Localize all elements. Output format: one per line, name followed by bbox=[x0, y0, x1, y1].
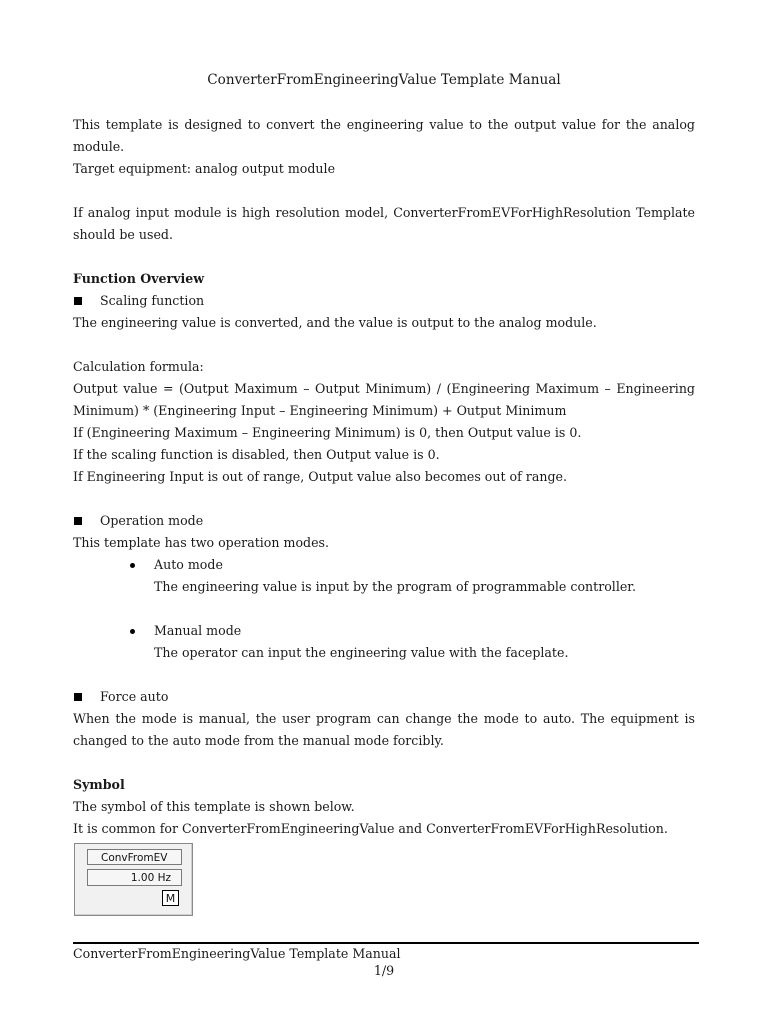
symbol-name-field bbox=[87, 849, 182, 865]
formula-rule: If the scaling function is disabled, then Output value is 0. bbox=[73, 447, 440, 462]
document-body bbox=[73, 114, 695, 840]
footer-divider bbox=[73, 942, 699, 944]
operation-mode-label: Operation mode bbox=[100, 513, 204, 528]
target-equipment: Target equipment: analog output module bbox=[73, 161, 336, 176]
function-overview-heading: Function Overview bbox=[73, 271, 205, 286]
page-number: 1/9 bbox=[373, 963, 395, 978]
symbol-value-field: 1.00 Hz bbox=[87, 869, 182, 886]
force-auto-item bbox=[73, 686, 695, 708]
mode-name: Manual mode bbox=[154, 623, 242, 638]
mode-description: The operator can input the engineering value with the faceplate. bbox=[154, 645, 569, 660]
square-bullet-icon bbox=[74, 517, 82, 525]
force-auto-label: Force auto bbox=[100, 689, 169, 704]
formula-label: Calculation formula: bbox=[73, 359, 204, 374]
mode-indicator-button: M bbox=[162, 890, 179, 906]
symbol-heading: Symbol bbox=[73, 777, 125, 792]
resolution-note: If analog input module is high resolution model, ConverterFromEVForHighResolution Template should be used. bbox=[73, 205, 695, 242]
symbol-name-text: ConvFromEV bbox=[101, 852, 168, 864]
formula-rule: If Engineering Input is out of range, Output value also becomes out of range. bbox=[73, 469, 567, 484]
mode-list-item bbox=[73, 554, 695, 576]
square-bullet-icon bbox=[74, 297, 82, 305]
mode-name: Auto mode bbox=[154, 557, 223, 572]
operation-mode-item bbox=[73, 510, 695, 532]
round-bullet-icon bbox=[130, 563, 135, 568]
page-title: ConverterFromEngineeringValue Template Manual bbox=[207, 72, 561, 88]
round-bullet-icon bbox=[130, 629, 135, 634]
force-auto-description: When the mode is manual, the user program can change the mode to auto. The equipment is changed to the auto mode from the manual mode forcibly. bbox=[73, 711, 695, 748]
scaling-description: The engineering value is converted, and the value is output to the analog module. bbox=[73, 315, 597, 330]
mode-description: The engineering value is input by the program of programmable controller. bbox=[154, 579, 636, 594]
symbol-common-note: It is common for ConverterFromEngineeringValue and ConverterFromEVForHighResolution. bbox=[73, 821, 668, 836]
operation-description: This template has two operation modes. bbox=[73, 535, 330, 550]
formula-text: Output value = (Output Maximum – Output Minimum) / (Engineering Maximum – Engineering Minimum) * (Engineering Input – Engineering Minimum) + Output Minimum bbox=[73, 381, 695, 418]
scaling-function-label: Scaling function bbox=[100, 293, 205, 308]
intro-paragraph: This template is designed to convert the engineering value to the output value for the analog module. bbox=[73, 117, 695, 154]
symbol-intro: The symbol of this template is shown below. bbox=[73, 799, 355, 814]
mode-list-item bbox=[73, 620, 695, 642]
footer-title: ConverterFromEngineeringValue Template Manual bbox=[73, 946, 401, 961]
scaling-function-item bbox=[73, 290, 695, 312]
formula-rule: If (Engineering Maximum – Engineering Minimum) is 0, then Output value is 0. bbox=[73, 425, 582, 440]
faceplate-symbol bbox=[74, 843, 193, 916]
square-bullet-icon bbox=[74, 693, 82, 701]
